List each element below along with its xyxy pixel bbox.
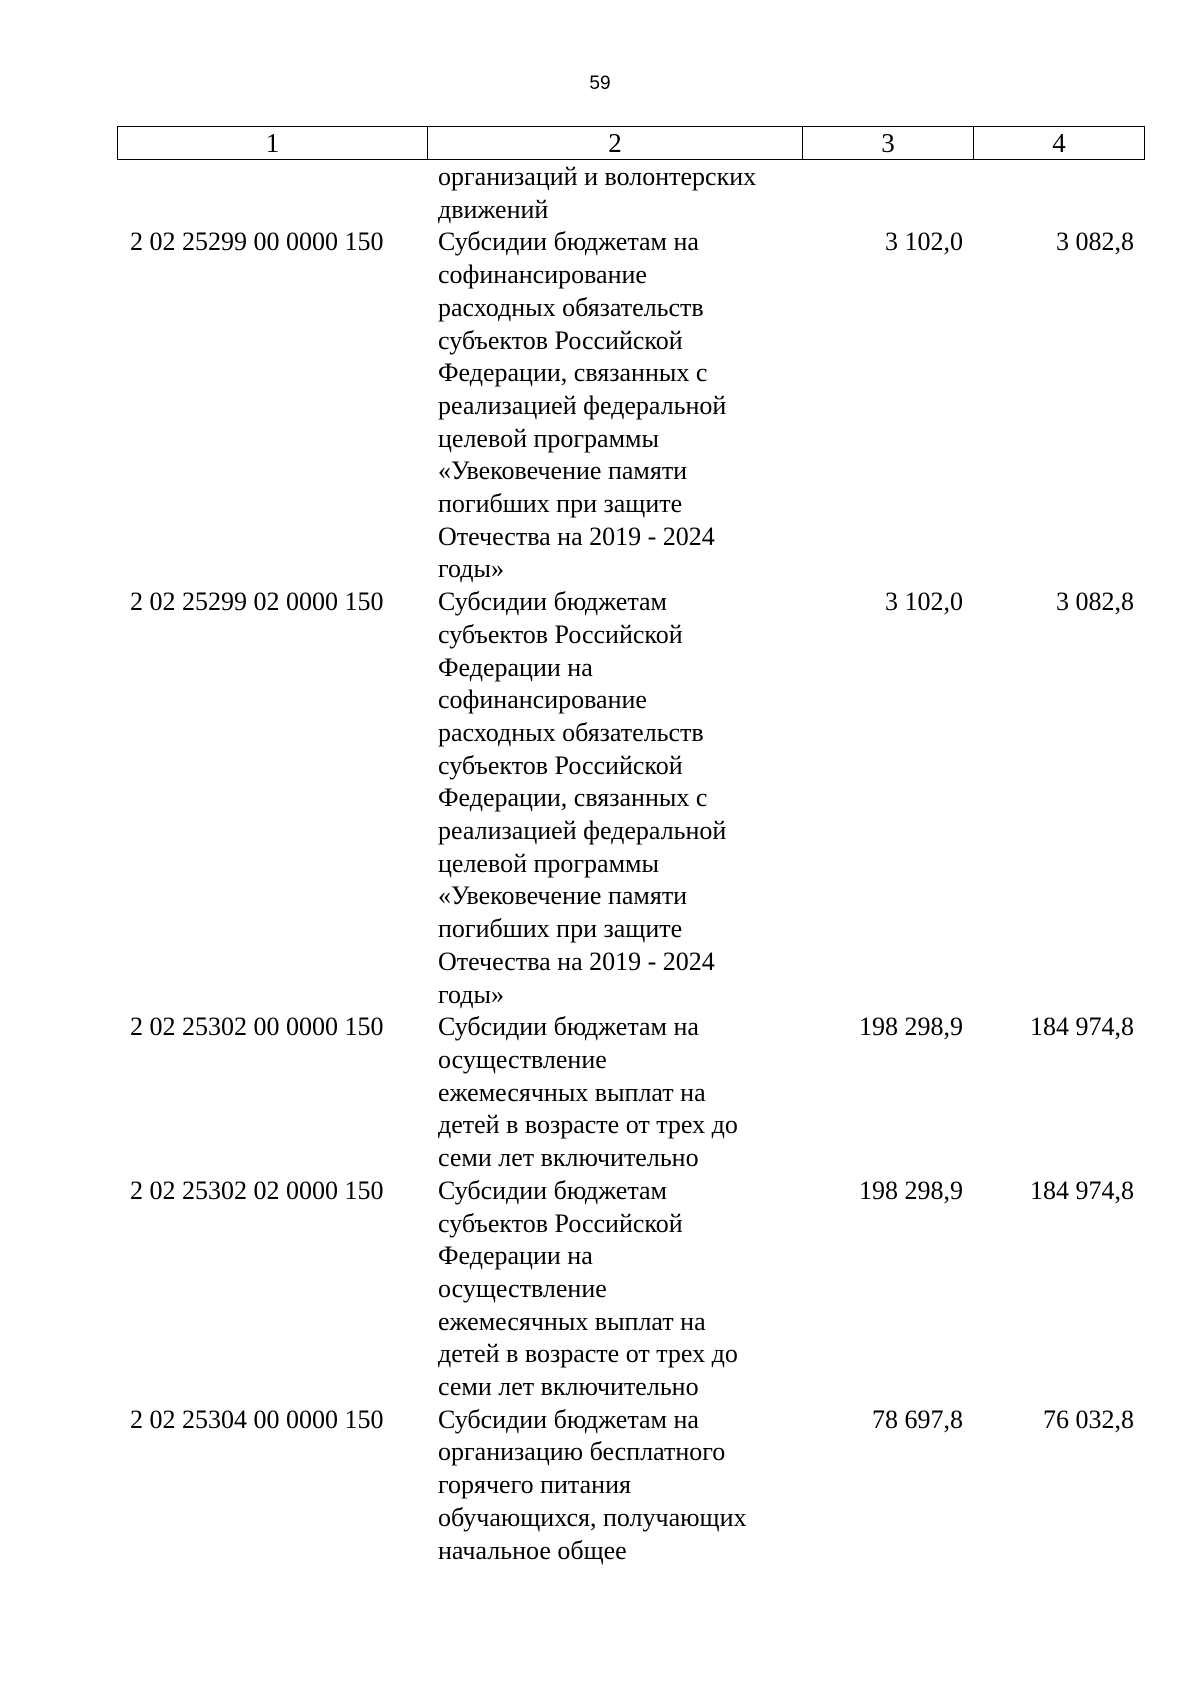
- row-code: 2 02 25304 00 0000 150: [130, 1404, 384, 1434]
- header-col-3: 3: [803, 127, 974, 160]
- row-value-col3: 3 102,0: [885, 587, 963, 617]
- row-code: 2 02 25299 02 0000 150: [130, 587, 384, 617]
- row-value-col3: 198 298,9: [859, 1175, 963, 1205]
- table-row: [117, 586, 1144, 1011]
- row-value-col3: 3 102,0: [885, 227, 963, 257]
- row-code: 2 02 25302 00 0000 150: [130, 1012, 384, 1042]
- table-row: [117, 1404, 1144, 1568]
- row-description: Субсидии бюджетам на софинансирование расходных обязательств субъектов Российской Федерации, связанных с реализацией федеральной целевой программы «Увековечение памяти погибших при защите Отечества на 2019 - 2024 годы»: [438, 227, 727, 584]
- table-row: [117, 1175, 1144, 1404]
- page-number: 59: [589, 73, 611, 94]
- header-col-1: 1: [118, 127, 428, 160]
- table-row-continuation: [117, 161, 1144, 226]
- row-code: 2 02 25302 02 0000 150: [130, 1175, 384, 1205]
- header-row: [118, 127, 1145, 160]
- row-code: 2 02 25299 00 0000 150: [130, 227, 384, 257]
- table-row: [117, 1011, 1144, 1175]
- row-description: Субсидии бюджетам на осуществление ежемесячных выплат на детей в возрасте от трех до семи лет включительно: [438, 1012, 738, 1173]
- row-value-col3: 198 298,9: [859, 1012, 963, 1042]
- row-value-col3: [802, 161, 973, 226]
- row-value-col4: 184 974,8: [1030, 1012, 1134, 1042]
- row-description: Субсидии бюджетам на организацию бесплатного горячего питания обучающихся, получающих начальное общее: [438, 1404, 747, 1565]
- table-row: [117, 226, 1144, 586]
- header-col-4: 4: [974, 127, 1145, 160]
- table-body: [117, 161, 1144, 1567]
- header-col-2: 2: [428, 127, 803, 160]
- row-value-col4: 184 974,8: [1030, 1175, 1134, 1205]
- table-header: [117, 126, 1145, 160]
- row-value-col4: 3 082,8: [1056, 227, 1134, 257]
- row-value-col3: 78 697,8: [872, 1404, 963, 1434]
- row-value-col4: [973, 161, 1144, 226]
- row-description: организаций и волонтерских движений: [438, 162, 757, 224]
- row-description: Субсидии бюджетам субъектов Российской Федерации на софинансирование расходных обязательств субъектов Российской Федерации, связанных с реализацией федеральной целевой программы «Увековечение памяти погибших при защите Отечества на 2019 - 2024 годы»: [438, 587, 727, 1009]
- row-code: [117, 161, 427, 226]
- row-value-col4: 76 032,8: [1043, 1404, 1134, 1434]
- row-value-col4: 3 082,8: [1056, 587, 1134, 617]
- row-description: Субсидии бюджетам субъектов Российской Федерации на осуществление ежемесячных выплат на детей в возрасте от трех до семи лет включительно: [438, 1175, 738, 1402]
